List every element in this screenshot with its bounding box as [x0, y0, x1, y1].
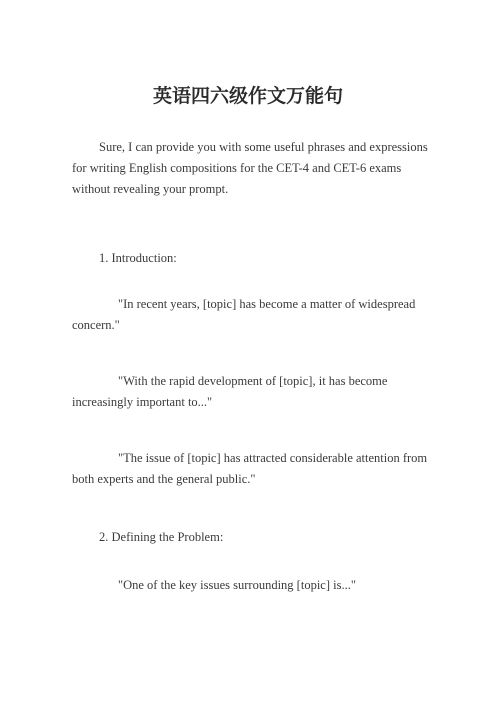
phrase-item: "With the rapid development of [topic], it has become increasingly important to..." — [72, 374, 388, 409]
intro-paragraph: Sure, I can provide you with some useful phrases and expressions for writing English compositions for the CET-4 and CET-6 exams without revealing your prompt. — [72, 140, 428, 196]
phrase-item: "The issue of [topic] has attracted considerable attention from both experts and the general public." — [72, 451, 428, 486]
section-heading-introduction: 1. Introduction: — [99, 251, 177, 265]
phrase-item: "One of the key issues surrounding [topic] is..." — [118, 578, 356, 592]
page-title: 英语四六级作文万能句 — [152, 85, 343, 107]
phrase-item: "In recent years, [topic] has become a matter of widespread concern." — [72, 297, 416, 332]
section-heading-defining-problem: 2. Defining the Problem: — [99, 530, 224, 544]
